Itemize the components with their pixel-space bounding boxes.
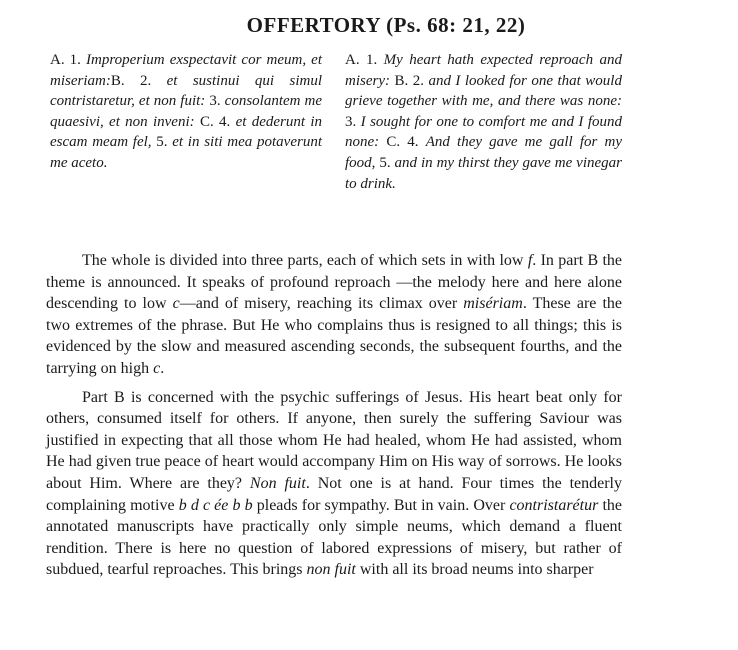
english-segment: C. 4. bbox=[386, 134, 426, 151]
english-segment: 5. bbox=[379, 154, 395, 171]
english-segment: and in my thirst they gave me vinegar to drink. bbox=[345, 154, 623, 192]
text-run-italic: Non fuit bbox=[249, 474, 306, 492]
text-run-italic: contristarétur bbox=[509, 496, 599, 514]
latin-segment: Improperium exspectavit cor meum, et miseriam: bbox=[50, 52, 322, 89]
text-run: the annotated manuscripts have practically only simple neums, which demand a fluent rendition. There is here no question of labored expressions of misery, but rather of subdued, tearful reproaches. This brings bbox=[46, 496, 623, 579]
latin-segment: consolantem me quaesivi, et non inveni: bbox=[50, 93, 323, 130]
title-psalm-reference: (Ps. 68: 21, 22) bbox=[386, 13, 526, 37]
latin-text-column bbox=[50, 50, 322, 174]
english-segment: And they gave me gall for my food, bbox=[345, 134, 622, 171]
text-run-italic: b d c ée b b bbox=[178, 496, 253, 514]
latin-segment: C. 4. bbox=[199, 113, 236, 130]
text-run: . bbox=[160, 359, 165, 377]
page-title bbox=[0, 12, 738, 38]
text-run-italic: non fuit bbox=[306, 561, 356, 579]
commentary-paragraph bbox=[46, 250, 622, 380]
text-run-italic: c bbox=[172, 295, 180, 313]
english-segment: My heart hath expected reproach and misery: bbox=[345, 52, 622, 89]
latin-segment: et sustinui qui simul contristaretur, et non fuit: bbox=[50, 72, 322, 110]
english-translation-column bbox=[345, 50, 622, 194]
text-run: . Not one is at hand. Four times the tenderly complaining motive bbox=[46, 474, 623, 514]
commentary-body bbox=[46, 250, 622, 581]
text-run: The whole is divided into three parts, each of which sets in with low bbox=[82, 252, 528, 269]
text-run-italic: f bbox=[527, 252, 533, 269]
commentary-paragraph bbox=[46, 387, 622, 581]
title-word: OFFERTORY bbox=[246, 13, 381, 37]
text-run: —and of misery, reaching its climax over bbox=[179, 295, 464, 313]
latin-segment: A. 1. bbox=[50, 52, 87, 68]
english-segment: B. 2. bbox=[394, 72, 429, 89]
latin-segment: 5. bbox=[156, 134, 173, 151]
text-run-italic: misériam bbox=[463, 295, 523, 313]
english-segment: 3. bbox=[345, 113, 361, 130]
english-segment: and I looked for one that would grieve together with me, and there was none: bbox=[345, 72, 622, 110]
text-run-italic: c bbox=[153, 359, 161, 377]
latin-segment: B. 2. bbox=[110, 72, 167, 89]
text-run: Part B is concerned with the psychic sufferings of Jesus. His heart beat only for others, consumed itself for others. If anyone, then surely the suffering Saviour was justified in expecting that all those whom He had healed, whom He had assisted, whom He had given true peace of heart would accompany Him on His way of sorrows. He looks about Him. Where are they? bbox=[46, 388, 622, 492]
text-run: . In part B the theme is announced. It speaks of profound reproach —the melody here and here alone descending to low bbox=[46, 252, 623, 313]
text-run: . These are the two extremes of the phrase. But He who complains thus is resigned to all things; this is evidenced by the slow and measured ascending seconds, the subsequent fourths, and the tarrying on high bbox=[46, 295, 622, 377]
english-segment: I sought for one to comfort me and I found none: bbox=[345, 113, 623, 151]
english-segment: A. 1. bbox=[345, 52, 384, 68]
text-run: with all its broad neums into sharper bbox=[355, 561, 594, 579]
latin-segment: 3. bbox=[209, 93, 225, 110]
latin-segment: et in siti mea potaverunt me aceto. bbox=[50, 134, 322, 171]
latin-segment: et dederunt in escam meam fel, bbox=[50, 113, 322, 151]
text-run: pleads for sympathy. But in vain. Over bbox=[252, 496, 510, 514]
